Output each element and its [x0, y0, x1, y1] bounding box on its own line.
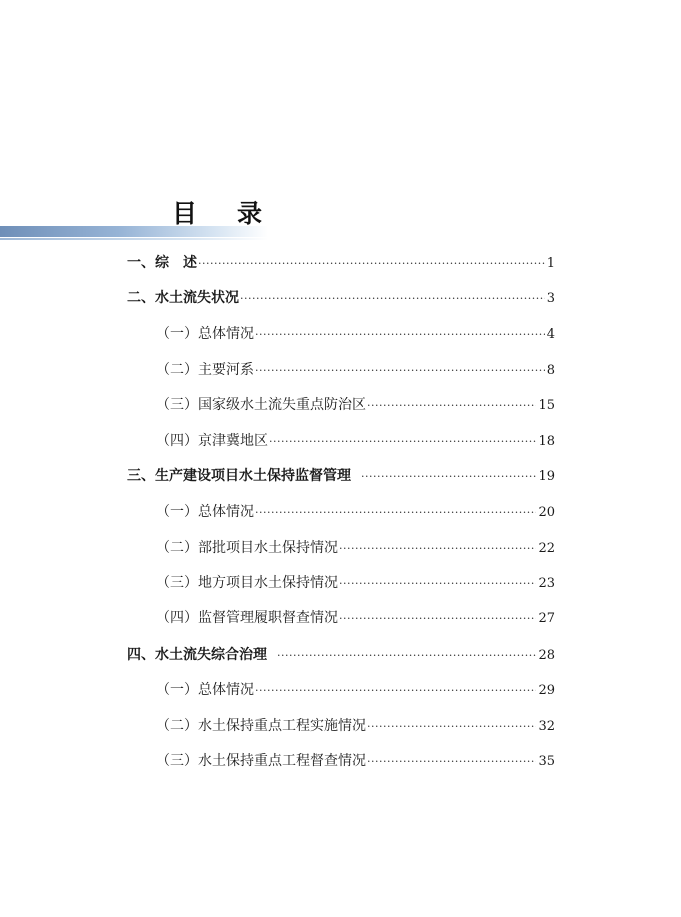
toc-entry-page: 8	[546, 363, 555, 378]
toc-entry-page: 35	[538, 754, 555, 769]
toc-entry-leader	[255, 360, 545, 382]
toc-entry[interactable]	[127, 287, 555, 309]
toc-entry-leader	[367, 716, 536, 738]
toc-entry-page: 20	[538, 505, 555, 520]
toc-entry-label: （二）部批项目水土保持情况	[156, 540, 338, 556]
toc-entry[interactable]	[156, 750, 555, 772]
toc-entry[interactable]	[156, 359, 555, 381]
toc-entry-label: （三）水土保持重点工程督查情况	[156, 753, 366, 769]
toc-entry-label: 一、综 述	[127, 255, 197, 271]
toc-entry-label: 三、生产建设项目水土保持监督管理	[127, 468, 351, 484]
toc-entry-label: （一）总体情况	[156, 682, 254, 698]
toc-entry[interactable]	[127, 465, 555, 487]
toc-entry-page: 3	[546, 291, 555, 306]
toc-entry-label: 四、水土流失综合治理	[127, 647, 267, 663]
toc-entry-label: （一）总体情况	[156, 326, 254, 342]
toc-entry[interactable]	[156, 607, 555, 629]
toc-entry[interactable]	[156, 715, 555, 737]
toc-entry[interactable]	[156, 537, 555, 559]
toc-entry-label: （二）主要河系	[156, 362, 254, 378]
toc-entry-label: （二）水土保持重点工程实施情况	[156, 718, 366, 734]
toc-entry[interactable]	[156, 394, 555, 416]
toc-entry-leader	[277, 645, 536, 667]
toc-entry[interactable]	[156, 323, 555, 345]
toc-entry-leader	[367, 395, 536, 417]
toc-entry-leader	[339, 573, 536, 595]
toc-entry-page: 23	[538, 576, 555, 591]
toc-entry-page: 18	[538, 434, 555, 449]
toc-entry[interactable]	[156, 679, 555, 701]
toc-entry-leader	[255, 324, 545, 346]
toc-entry-label: （四）监督管理履职督查情况	[156, 610, 338, 626]
toc-entry-leader	[255, 502, 536, 524]
toc-entry-leader	[339, 538, 536, 560]
toc-entry[interactable]	[156, 572, 555, 594]
toc-entry-leader	[240, 288, 545, 310]
toc-entry-label: （四）京津冀地区	[156, 433, 268, 449]
toc-entry-page: 29	[538, 683, 555, 698]
toc-entry-leader	[269, 431, 536, 453]
page-title-second-char: 录	[237, 199, 263, 228]
toc-entry-leader	[339, 608, 536, 630]
toc-entry-page: 15	[538, 398, 555, 413]
toc-entry-label: （三）国家级水土流失重点防治区	[156, 397, 366, 413]
toc-entry[interactable]	[156, 430, 555, 452]
toc-entry-page: 1	[546, 256, 555, 271]
toc-entry-page: 19	[538, 469, 555, 484]
toc-entry-label: （一）总体情况	[156, 504, 254, 520]
toc-entry-label: 二、水土流失状况	[127, 290, 239, 306]
toc-entry-leader	[198, 253, 545, 275]
toc-entry[interactable]	[127, 252, 555, 274]
toc-entry-leader	[367, 751, 536, 773]
toc-entry-page: 22	[538, 541, 555, 556]
page-title-first-char: 目	[172, 199, 198, 228]
toc-entry[interactable]	[156, 501, 555, 523]
toc-entry-leader	[255, 680, 536, 702]
toc-entry-page: 32	[538, 719, 555, 734]
toc-entry-leader	[361, 466, 536, 488]
toc-entry-page: 28	[538, 648, 555, 663]
toc-entry[interactable]	[127, 644, 555, 666]
toc-entry-page: 4	[546, 327, 555, 342]
toc-entry-label: （三）地方项目水土保持情况	[156, 575, 338, 591]
toc-entry-page: 27	[538, 611, 555, 626]
